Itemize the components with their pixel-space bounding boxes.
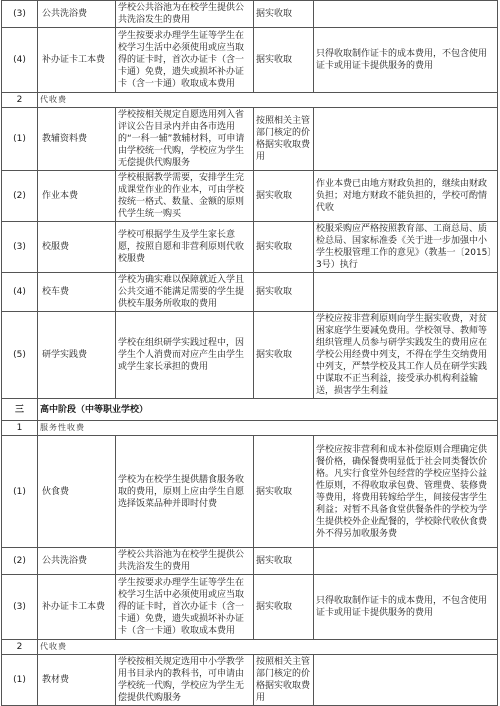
fee-description: 学校为在校学生提供膳食服务收取的费用，原则上应由学生自愿选择饭菜品种并即时付费 [116,436,254,548]
row-number: (3) [2,1,38,28]
table-row [2,548,498,575]
fee-remarks: 只得收取制作证卡的成本费用，不包含使用证卡或用证卡提供服务的费用 [314,575,498,640]
fee-standard: 据实收取 [254,222,314,273]
subsection-title: 代收费 [38,640,498,655]
fee-name: 教辅资料费 [38,108,116,171]
fee-standard: 据实收取 [254,171,314,222]
subsection-title: 代收费 [38,93,498,108]
fee-description: 学校在组织研学实践过程中，因学生个人消费而对应产生由学生或学生家长承担的费用 [116,312,254,399]
table-row [2,108,498,171]
section-row [2,399,498,421]
table-row [2,171,498,222]
fee-remarks: 作业本费已由地方财政负担的，继续由财政负担；对地方财政不能负担的，学校可酌情代收 [314,171,498,222]
table-row [2,222,498,273]
fee-description: 学校按相关规定选用中小学教学用书目录内的教科书，可申请由学校统一代购，学校应为学生无偿提供代购服务 [116,655,254,706]
fee-name: 公共洗浴费 [38,1,116,28]
row-number: (4) [2,28,38,93]
section-title: 高中阶段（中等职业学校） [38,399,498,421]
fee-name: 校车费 [38,273,116,312]
fee-standard: 按照相关主管部门核定的价格据实收取费用 [254,655,314,706]
section-number: 三 [2,399,38,421]
fee-description: 学校公共浴池为在校学生提供公共洗浴发生的费用 [116,548,254,575]
row-number: (3) [2,575,38,640]
fee-description: 学校根据教学需要，安排学生完成课堂作业的作业本，可由学校按统一格式、数量、金额的原则代学生统一购买 [116,171,254,222]
fee-remarks [314,273,498,312]
fee-remarks: 只得收取制作证卡的成本费用，不包含使用证卡或用证卡提供服务的费用 [314,28,498,93]
row-number: (2) [2,171,38,222]
subsection-number: 2 [2,93,38,108]
row-number: (1) [2,655,38,706]
fee-name: 伙食费 [38,436,116,548]
subsection-title: 服务性收费 [38,421,498,436]
table-row [2,655,498,706]
fee-name: 作业本费 [38,171,116,222]
table-row [2,28,498,93]
fee-standard: 据实收取 [254,1,314,28]
fee-remarks: 学校应按非营利和成本补偿原则合理确定供餐价格，确保餐费明显低于社会同类餐饮价格。凡实行食堂外包经营的学校应坚持公益性原则，不得收取承包费、管理费、装修费等费用，将费用转嫁给学生，间接侵害学生利益；对暂不具备食堂供餐条件的学校为学生提供校外企业配餐的，学校除代收伙食费外不得另加收服务费 [314,436,498,548]
fee-standards-table [1,0,498,706]
subsection-row [2,421,498,436]
fee-standard: 据实收取 [254,575,314,640]
fee-standard: 据实收取 [254,28,314,93]
fee-remarks: 校服采购应严格按照教育部、工商总局、质检总局、国家标准委《关于进一步加强中小学生校服管理工作的意见》（教基一〔2015〕3号）执行 [314,222,498,273]
fee-name: 校服费 [38,222,116,273]
row-number: (1) [2,436,38,548]
fee-standard: 据实收取 [254,312,314,399]
row-number: (5) [2,312,38,399]
fee-name: 教材费 [38,655,116,706]
fee-standard: 据实收取 [254,273,314,312]
fee-name: 研学实践费 [38,312,116,399]
table-row [2,575,498,640]
fee-name: 补办证卡工本费 [38,28,116,93]
subsection-number: 2 [2,640,38,655]
subsection-row [2,640,498,655]
table-row [2,1,498,28]
subsection-row [2,93,498,108]
table-row [2,436,498,548]
fee-remarks [314,548,498,575]
fee-name: 补办证卡工本费 [38,575,116,640]
row-number: (1) [2,108,38,171]
fee-standard: 据实收取 [254,548,314,575]
row-number: (2) [2,548,38,575]
table-row [2,312,498,399]
fee-description: 学校为确实难以保障就近入学且公共交通不能满足需要的学生提供校车服务所收取的费用 [116,273,254,312]
row-number: (4) [2,273,38,312]
fee-remarks [314,1,498,28]
fee-remarks [314,108,498,171]
fee-name: 公共洗浴费 [38,548,116,575]
fee-description: 学生按要求办理学生证等学生在校学习生活中必须使用或应当取得的证卡时，首次办证卡（含一卡通）免费，遗失或损坏补办证卡（含一卡通）收取成本费用 [116,28,254,93]
fee-description: 学生按要求办理学生证等学生在校学习生活中必须使用或应当取得的证卡时，首次办证卡（含一卡通）免费，遗失或损坏补办证卡（含一卡通）收取成本费用 [116,575,254,640]
fee-remarks: 学校应按非营利原则向学生据实收费，对贫困家庭学生要减免费用。学校领导、教师等组织管理人员参与研学实践发生的费用应在学校公用经费中列支，不得在学生交纳费用中列支，严禁学校及其工作人员在研学实践中谋取不正当利益，接受承办机构利益输送，损害学生利益 [314,312,498,399]
table-row [2,273,498,312]
subsection-number: 1 [2,421,38,436]
fee-description: 学校公共浴池为在校学生提供公共洗浴发生的费用 [116,1,254,28]
fee-remarks [314,655,498,706]
fee-description: 学校可根据学生及学生家长意愿，按照自愿和非营利原则代收校服费 [116,222,254,273]
row-number: (3) [2,222,38,273]
fee-standard: 按照相关主管部门核定的价格据实收取费用 [254,108,314,171]
fee-standard: 据实收取 [254,436,314,548]
fee-description: 学校按相关规定自愿选用列入省评议公告目录内并由各市选用的“一科一辅”教辅材料，可申请由学校统一代购，学校应为学生无偿提供代购服务 [116,108,254,171]
